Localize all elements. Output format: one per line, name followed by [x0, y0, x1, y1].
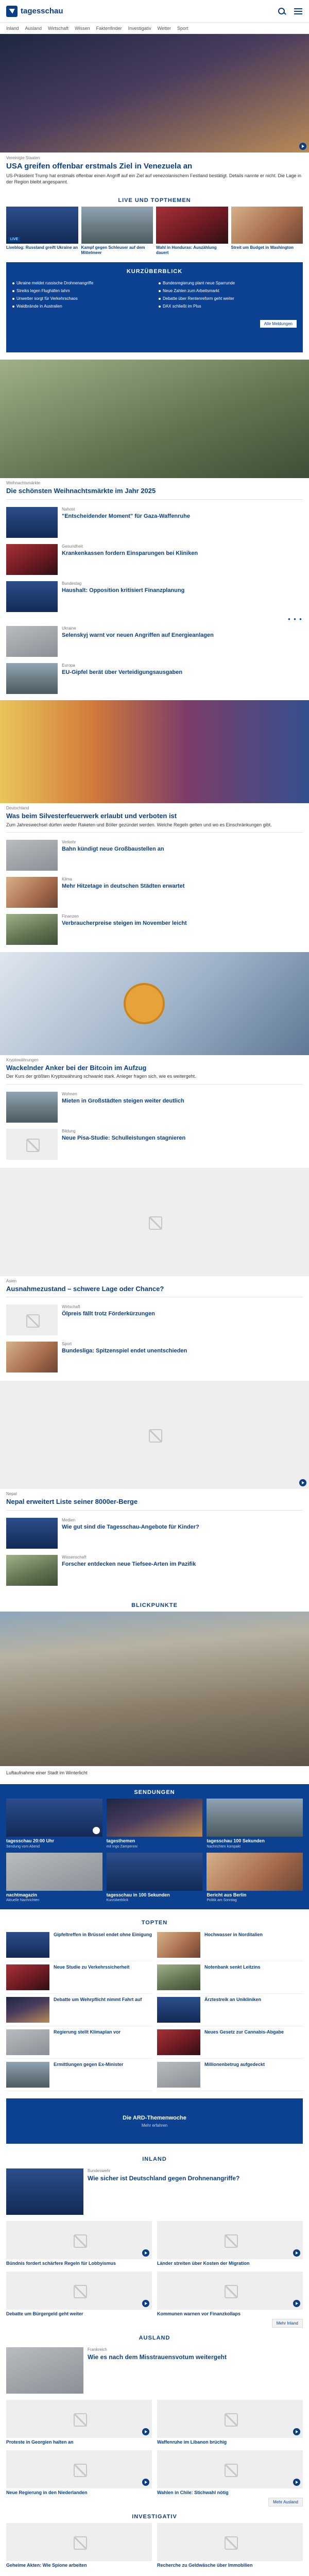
- small-teaser-kicker: Medien: [62, 1517, 76, 1522]
- small-teaser-headline[interactable]: Verbraucherpreise steigen im November leicht: [62, 920, 187, 926]
- sendung-caption[interactable]: tagesthemen: [106, 1838, 135, 1843]
- bitcoin-image[interactable]: [0, 952, 309, 1055]
- inland-card-caption[interactable]: Debatte um Bürgergeld geht weiter: [6, 2311, 83, 2317]
- main-nav: [0, 23, 309, 34]
- small-teaser-kicker: Wohnen: [62, 1091, 77, 1096]
- small-teaser-headline[interactable]: Wie gut sind die Tagesschau-Angebote für Kinder?: [62, 1523, 199, 1530]
- topten-headline[interactable]: Ermittlungen gegen Ex-Minister: [54, 2062, 124, 2067]
- inland-card[interactable]: [157, 2221, 303, 2266]
- live-item-image[interactable]: [81, 207, 153, 244]
- sendung-caption[interactable]: Bericht aus Berlin: [207, 1892, 247, 1897]
- topten-headline[interactable]: Hochwasser in Norditalien: [204, 1932, 263, 1938]
- sendung-card[interactable]: [207, 1799, 303, 1849]
- topten-title: TOPTEN: [141, 1920, 168, 1926]
- small-teaser-headline[interactable]: Bahn kündigt neue Großbaustellen an: [62, 845, 164, 852]
- bitcoin-teaser[interactable]: [0, 952, 309, 1080]
- inland-card-image-placeholder[interactable]: [6, 2221, 152, 2259]
- small-teaser[interactable]: [0, 1301, 309, 1338]
- small-teaser-image[interactable]: [6, 840, 58, 871]
- inland-lead[interactable]: [0, 2165, 309, 2218]
- inland-card-caption[interactable]: Bündnis fordert schärfere Regeln für Lobbyismus: [6, 2261, 116, 2266]
- kurzueberblick-box: [6, 262, 303, 352]
- live-item-caption[interactable]: Wahl in Honduras: Auszählung dauert: [156, 245, 217, 255]
- sendung-image[interactable]: [207, 1799, 303, 1837]
- sendung-card[interactable]: [107, 1853, 203, 1903]
- kurzueberblick-title: KURZÜBERBLICK: [126, 268, 183, 275]
- small-teaser-kicker: Finanzen: [62, 913, 79, 919]
- small-teaser[interactable]: [0, 578, 309, 615]
- hero-teaser[interactable]: [0, 34, 309, 185]
- live-badge: LIVE: [8, 237, 20, 242]
- small-teaser-kicker: Gesundheit: [62, 544, 83, 549]
- video-play-icon[interactable]: [142, 2249, 149, 2257]
- feature-image[interactable]: [0, 700, 309, 803]
- ausland-card[interactable]: [157, 2450, 303, 2496]
- hero-image[interactable]: [0, 34, 309, 152]
- investigativ-card-image-placeholder[interactable]: [157, 2523, 303, 2561]
- nepal-image-placeholder[interactable]: [0, 1381, 309, 1489]
- small-teaser-kicker: Europa: [62, 663, 75, 668]
- sendung-sub: mit Ingo Zamperoni: [106, 1844, 138, 1849]
- video-play-icon[interactable]: [142, 2300, 149, 2307]
- sendung-image[interactable]: [107, 1853, 203, 1891]
- ausland-card-caption[interactable]: Wahlen in Chile: Stichwahl nötig: [157, 2489, 229, 2495]
- topten-item[interactable]: [6, 1961, 152, 1994]
- small-teaser-image[interactable]: [6, 581, 58, 612]
- ausland-card-caption[interactable]: Neue Regierung in den Niederlanden: [6, 2489, 88, 2495]
- small-teaser-kicker: Wissenschaft: [62, 1554, 87, 1560]
- kurz-item[interactable]: Bundesregierung plant neue Sparrunde: [159, 281, 297, 286]
- inland-lead-kicker: Bundeswehr: [88, 2168, 111, 2174]
- small-teaser-kicker: Nahost: [62, 507, 75, 512]
- blickpunkte-caption: Luftaufnahme einer Stadt im Winterlicht: [6, 1770, 88, 1775]
- small-teaser-image[interactable]: [6, 1092, 58, 1123]
- topten-headline[interactable]: Gipfeltreffen in Brüssel endet ohne Einigung: [54, 1932, 152, 1938]
- kurz-item[interactable]: Waldbrände in Australien: [12, 304, 150, 309]
- nepal-kicker: Nepal: [6, 1492, 17, 1497]
- small-teaser-kicker: Bundestag: [62, 581, 82, 586]
- live-grid: [0, 207, 309, 255]
- topten-item[interactable]: [6, 2026, 152, 2059]
- topten-image[interactable]: [157, 2062, 200, 2088]
- investigativ-card[interactable]: [157, 2523, 303, 2568]
- small-teaser-headline[interactable]: Mieten in Großstädten steigen weiter deutlich: [62, 1097, 184, 1104]
- topten-image[interactable]: [157, 2029, 200, 2055]
- ausland-card[interactable]: [6, 2400, 152, 2445]
- topten-item[interactable]: [6, 1994, 152, 2026]
- small-teaser-image[interactable]: [6, 914, 58, 945]
- topten-headline[interactable]: Neues Gesetz zur Cannabis-Abgabe: [204, 2029, 284, 2035]
- small-teaser-headline[interactable]: Selenskyj warnt vor neuen Angriffen auf Energieanlagen: [62, 632, 214, 639]
- small-teaser-headline[interactable]: Haushalt: Opposition kritisiert Finanzplanung: [62, 587, 185, 594]
- small-teaser-list-3: [0, 1089, 309, 1163]
- small-teaser-image[interactable]: [6, 1342, 58, 1372]
- inland-lead-headline[interactable]: Wie sicher ist Deutschland gegen Drohnenangriffe?: [88, 2175, 240, 2182]
- small-teaser-image[interactable]: [6, 1555, 58, 1586]
- sendung-sub: Sendung vom Abend: [6, 1844, 40, 1849]
- video-play-icon[interactable]: [142, 2428, 149, 2435]
- inland-card-caption[interactable]: Kommunen warnen vor Finanzkollaps: [157, 2311, 241, 2317]
- ausland-card-image-placeholder[interactable]: [157, 2450, 303, 2488]
- inland-grid: [0, 2221, 309, 2317]
- video-play-icon[interactable]: [142, 2479, 149, 2486]
- hero-kicker: Vereinigte Staaten: [6, 156, 40, 160]
- banner-title: Die ARD-Themenwoche: [123, 2114, 186, 2121]
- lead-teaser-2[interactable]: [0, 360, 309, 495]
- divider: [6, 832, 303, 833]
- small-teaser[interactable]: [0, 1515, 309, 1552]
- topten-item[interactable]: [157, 1929, 303, 1961]
- ausland-card[interactable]: [157, 2400, 303, 2445]
- small-teaser[interactable]: [0, 623, 309, 660]
- faktenfinder-title: [0, 2573, 309, 2576]
- investigativ-card-image-placeholder[interactable]: [6, 2523, 152, 2561]
- small-teaser-kicker: Bildung: [62, 1128, 76, 1133]
- topten-image[interactable]: [157, 1964, 200, 1990]
- small-teaser-kicker: Ukraine: [62, 626, 76, 631]
- kurz-more-button[interactable]: Alle Meldungen: [260, 320, 297, 328]
- inland-card[interactable]: [6, 2221, 152, 2266]
- ausland-card-image-placeholder[interactable]: [6, 2400, 152, 2438]
- topten-image[interactable]: [157, 1997, 200, 2023]
- feature-text: Zum Jahreswechsel dürfen wieder Raketen und Böller gezündet werden. Welche Regeln gelten und wo es Einschränkungen gibt.: [6, 822, 272, 827]
- topten-image[interactable]: [6, 2029, 49, 2055]
- small-teaser-image[interactable]: [6, 626, 58, 657]
- kurz-item[interactable]: Ukraine meldet russische Drohnenangriffe: [12, 281, 150, 286]
- video-play-icon[interactable]: [293, 2479, 300, 2486]
- search-icon[interactable]: [277, 7, 286, 16]
- sendungen-title: SENDUNGEN: [134, 1789, 175, 1795]
- small-teaser[interactable]: [0, 1089, 309, 1126]
- sendung-card[interactable]: [107, 1799, 203, 1849]
- live-item-image[interactable]: [231, 207, 303, 244]
- hero-headline[interactable]: USA greifen offenbar erstmals Ziel in Venezuela an: [6, 162, 193, 171]
- nav-item-ausland[interactable]: Ausland: [25, 25, 42, 31]
- sendungen-grid: [0, 1799, 309, 1903]
- hero-text: US-Präsident Trump hat erstmals offenbar einen Angriff auf ein Ziel auf venezolanischem Festland bestätigt. Details nannte er nicht. Die Lage in der Region bleibt angespannt.: [6, 173, 301, 185]
- ausland-grid: [0, 2400, 309, 2496]
- ausland-card-caption[interactable]: Proteste in Georgien halten an: [6, 2439, 74, 2445]
- sendung-card[interactable]: [6, 1853, 102, 1903]
- investigativ-grid: [0, 2523, 309, 2568]
- inland-card[interactable]: [6, 2272, 152, 2317]
- ausland-lead-image[interactable]: [6, 2347, 83, 2394]
- sendung-caption[interactable]: tagesschau in 100 Sekunden: [106, 1892, 170, 1897]
- sendung-sub: Politik am Sonntag: [207, 1899, 237, 1903]
- small-teaser-kicker: Verkehr: [62, 839, 76, 844]
- sendung-card[interactable]: [207, 1853, 303, 1903]
- small-teaser[interactable]: [0, 874, 309, 911]
- live-item-image[interactable]: [6, 207, 78, 244]
- inland-card[interactable]: [157, 2272, 303, 2317]
- topten-grid: [0, 1929, 309, 2091]
- live-item-image[interactable]: [156, 207, 228, 244]
- live-item[interactable]: [231, 207, 303, 255]
- top-bar: [0, 0, 309, 23]
- ausland-card-image-placeholder[interactable]: [6, 2450, 152, 2488]
- bitcoin-kicker: Kryptowährungen: [6, 1057, 39, 1062]
- logo[interactable]: [6, 6, 63, 17]
- topten-item[interactable]: [6, 1929, 152, 1961]
- pagination-dots[interactable]: ● ● ●: [288, 617, 303, 622]
- live-item-caption[interactable]: Streit um Budget in Washington: [231, 245, 294, 250]
- small-teaser[interactable]: [0, 541, 309, 578]
- kurz-item[interactable]: Debatte über Rentenreform geht weiter: [159, 296, 297, 301]
- placeholder-image[interactable]: [0, 1168, 309, 1276]
- feature-kicker: Deutschland: [6, 806, 29, 811]
- blickpunkte-title: BLICKPUNKTE: [131, 1602, 178, 1608]
- topten-headline[interactable]: Millionenbetrug aufgedeckt: [204, 2062, 265, 2067]
- sendung-caption[interactable]: tagesschau 100 Sekunden: [207, 1838, 265, 1843]
- topten-image[interactable]: [6, 1932, 49, 1958]
- inland-card-image-placeholder[interactable]: [6, 2272, 152, 2310]
- lead-2-kicker: Weihnachtsmärkte: [6, 481, 41, 486]
- sendung-sub: Aktuelle Nachrichten: [6, 1899, 40, 1903]
- lead-2-image[interactable]: [0, 360, 309, 478]
- nav-item-sport[interactable]: Sport: [177, 25, 188, 31]
- nepal-headline[interactable]: Nepal erweitert Liste seiner 8000er-Berge: [6, 1498, 138, 1506]
- live-item-caption[interactable]: Liveblog: Russland greift Ukraine an: [6, 245, 78, 250]
- feature-teaser[interactable]: [0, 700, 309, 828]
- kurzueberblick-list: [12, 281, 297, 309]
- live-item[interactable]: [6, 207, 78, 255]
- small-teaser-image[interactable]: [6, 507, 58, 538]
- investigativ-card[interactable]: [6, 2523, 152, 2568]
- inland-card-image-placeholder[interactable]: [157, 2221, 303, 2259]
- small-teaser-headline[interactable]: Krankenkassen fordern Einsparungen bei Kliniken: [62, 550, 198, 557]
- topten-item[interactable]: [157, 1994, 303, 2026]
- small-teaser[interactable]: [0, 837, 309, 874]
- lead-2-headline[interactable]: Die schönsten Weihnachtsmärkte im Jahr 2025: [6, 487, 156, 495]
- topten-headline[interactable]: Notenbank senkt Leitzins: [204, 1964, 261, 1970]
- nav-item-wetter[interactable]: Wetter: [157, 25, 171, 31]
- sendung-image[interactable]: [107, 1799, 203, 1837]
- inland-lead-image[interactable]: [6, 2168, 83, 2215]
- ausland-card-caption[interactable]: Waffenruhe im Libanon brüchig: [157, 2439, 227, 2445]
- video-play-icon[interactable]: [299, 143, 306, 150]
- ausland-lead-headline[interactable]: Wie es nach dem Misstrauensvotum weitergeht: [88, 2353, 227, 2361]
- kurz-item[interactable]: Streiks legen Flughäfen lahm: [12, 289, 150, 294]
- live-item-caption[interactable]: Kampf gegen Schleuser auf dem Mittelmeer: [81, 245, 145, 255]
- topten-image[interactable]: [157, 1932, 200, 1958]
- sendungen-section: [0, 1784, 309, 1910]
- bitcoin-headline[interactable]: Wackelnder Anker bei der Bitcoin im Aufzug: [6, 1063, 147, 1072]
- kurz-item[interactable]: Unwetter sorgt für Verkehrschaos: [12, 296, 150, 301]
- ausland-title: AUSLAND: [139, 2335, 170, 2342]
- topten-headline[interactable]: Regierung stellt Klimaplan vor: [54, 2029, 121, 2035]
- nav-item-inland[interactable]: Inland: [6, 25, 19, 31]
- topten-item[interactable]: [157, 2059, 303, 2091]
- small-teaser[interactable]: [0, 1552, 309, 1589]
- divider: [6, 499, 303, 500]
- nav-item-investigativ[interactable]: Investigativ: [128, 25, 151, 31]
- small-teaser-list-2: [0, 837, 309, 948]
- small-teaser-image[interactable]: [6, 1518, 58, 1549]
- placeholder-teaser[interactable]: [0, 1168, 309, 1293]
- nav-item-wirtschaft[interactable]: Wirtschaft: [48, 25, 69, 31]
- topten-image[interactable]: [6, 1964, 49, 1990]
- video-play-icon[interactable]: [93, 1827, 100, 1834]
- nav-item-faktenfinder[interactable]: Faktenfinder: [96, 25, 122, 31]
- small-teaser-headline[interactable]: Bundesliga: Spitzenspiel endet unentschieden: [62, 1348, 187, 1354]
- ausland-lead-kicker: Frankreich: [88, 2347, 107, 2352]
- banner-link[interactable]: Mehr erfahren: [141, 2123, 168, 2128]
- logo-mark-icon: [6, 6, 18, 17]
- small-teaser-image[interactable]: [6, 663, 58, 694]
- live-item[interactable]: [156, 207, 228, 255]
- small-teaser-headline[interactable]: "Entscheidender Moment" für Gaza-Waffenruhe: [62, 513, 190, 520]
- inland-title: INLAND: [142, 2156, 167, 2163]
- nav-item-wissen[interactable]: Wissen: [75, 25, 90, 31]
- small-teaser-headline[interactable]: Neue Pisa-Studie: Schulleistungen stagnieren: [62, 1134, 186, 1141]
- small-teaser-image-placeholder[interactable]: [6, 1304, 58, 1335]
- sendung-image[interactable]: [6, 1853, 102, 1891]
- video-play-icon[interactable]: [299, 1479, 306, 1486]
- video-play-icon[interactable]: [293, 2249, 300, 2257]
- video-play-icon[interactable]: [293, 2300, 300, 2307]
- sendung-sub: Kurzüberblick: [106, 1899, 129, 1903]
- sendung-sub: Nachrichten kompakt: [207, 1844, 241, 1849]
- small-teaser[interactable]: [0, 504, 309, 541]
- live-item[interactable]: [81, 207, 153, 255]
- inland-card-image-placeholder[interactable]: [157, 2272, 303, 2310]
- small-teaser-headline[interactable]: EU-Gipfel berät über Verteidigungsausgaben: [62, 669, 183, 676]
- topten-headline[interactable]: Ärztestreik an Unikliniken: [204, 1997, 262, 2003]
- small-teaser-kicker: Sport: [62, 1342, 72, 1347]
- ausland-card-image-placeholder[interactable]: [157, 2400, 303, 2438]
- small-teaser-image[interactable]: [6, 544, 58, 575]
- investigativ-card-caption[interactable]: Geheime Akten: Wie Spione arbeiten: [6, 2562, 87, 2568]
- divider: [6, 1510, 303, 1511]
- bitcoin-coin-icon: [124, 983, 165, 1024]
- small-teaser[interactable]: [0, 911, 309, 948]
- topten-headline[interactable]: Debatte um Wehrpflicht nimmt Fahrt auf: [54, 1997, 142, 2003]
- investigativ-card-caption[interactable]: Recherche zu Geldwäsche über Immobilien: [157, 2562, 253, 2568]
- logo-text: tagesschau: [21, 7, 63, 15]
- top-bar-actions: [277, 7, 303, 16]
- small-teaser-image[interactable]: [6, 877, 58, 908]
- topten-image[interactable]: [6, 2062, 49, 2088]
- feature-headline[interactable]: Was beim Silvesterfeuerwerk erlaubt und verboten ist: [6, 812, 177, 820]
- small-teaser-list-1: [0, 504, 309, 697]
- sendung-image[interactable]: [6, 1799, 102, 1837]
- small-teaser-image-placeholder[interactable]: [6, 1129, 58, 1160]
- small-teaser-headline[interactable]: Ölpreis fällt trotz Förderkürzungen: [62, 1311, 155, 1317]
- menu-icon[interactable]: [294, 7, 303, 16]
- topten-item[interactable]: [157, 1961, 303, 1994]
- placeholder-kicker: Asien: [6, 1278, 17, 1283]
- live-section-title: LIVE UND TOPTHEMEN: [118, 197, 191, 204]
- sendung-caption[interactable]: nachtmagazin: [6, 1892, 38, 1897]
- blickpunkte-image[interactable]: [0, 1612, 309, 1766]
- kurz-item[interactable]: DAX schließt im Plus: [159, 304, 297, 309]
- topten-item[interactable]: [157, 2026, 303, 2059]
- small-teaser-headline[interactable]: Forscher entdecken neue Tiefsee-Arten im Pazifik: [62, 1561, 196, 1567]
- kurz-item[interactable]: Neue Zahlen zum Arbeitsmarkt: [159, 289, 297, 294]
- inland-more-button[interactable]: Mehr Inland: [272, 2319, 303, 2328]
- topten-image[interactable]: [6, 1997, 49, 2023]
- ausland-lead[interactable]: [0, 2344, 309, 2397]
- small-teaser[interactable]: [0, 660, 309, 697]
- sendung-card[interactable]: [6, 1799, 102, 1849]
- bitcoin-text: Der Kurs der größten Kryptowährung schwankt stark. Anleger fragen sich, wie es weitergeht.: [6, 1074, 196, 1079]
- nepal-teaser[interactable]: [0, 1381, 309, 1506]
- small-teaser-kicker: Klima: [62, 876, 73, 882]
- topten-column-right: [157, 1929, 303, 2091]
- topten-item[interactable]: [6, 2059, 152, 2091]
- investigativ-title: INVESTIGATIV: [132, 2513, 177, 2520]
- sendung-caption[interactable]: tagesschau 20:00 Uhr: [6, 1838, 55, 1843]
- inland-card-caption[interactable]: Länder streiten über Kosten der Migration: [157, 2261, 250, 2266]
- themenwoche-banner[interactable]: [6, 2098, 303, 2144]
- video-play-icon[interactable]: [293, 2428, 300, 2435]
- sendung-image[interactable]: [207, 1853, 303, 1891]
- ausland-card[interactable]: [6, 2450, 152, 2496]
- placeholder-headline[interactable]: Ausnahmezustand – schwere Lage oder Chance?: [6, 1284, 164, 1293]
- ausland-more-button[interactable]: Mehr Ausland: [268, 2498, 303, 2506]
- small-teaser-headline[interactable]: Mehr Hitzetage in deutschen Städten erwartet: [62, 883, 185, 889]
- topten-headline[interactable]: Neue Studie zu Verkehrssicherheit: [54, 1964, 130, 1970]
- small-teaser[interactable]: [0, 1126, 309, 1163]
- small-teaser-kicker: Wirtschaft: [62, 1304, 80, 1310]
- topten-column-left: [6, 1929, 152, 2091]
- small-teaser[interactable]: [0, 1338, 309, 1376]
